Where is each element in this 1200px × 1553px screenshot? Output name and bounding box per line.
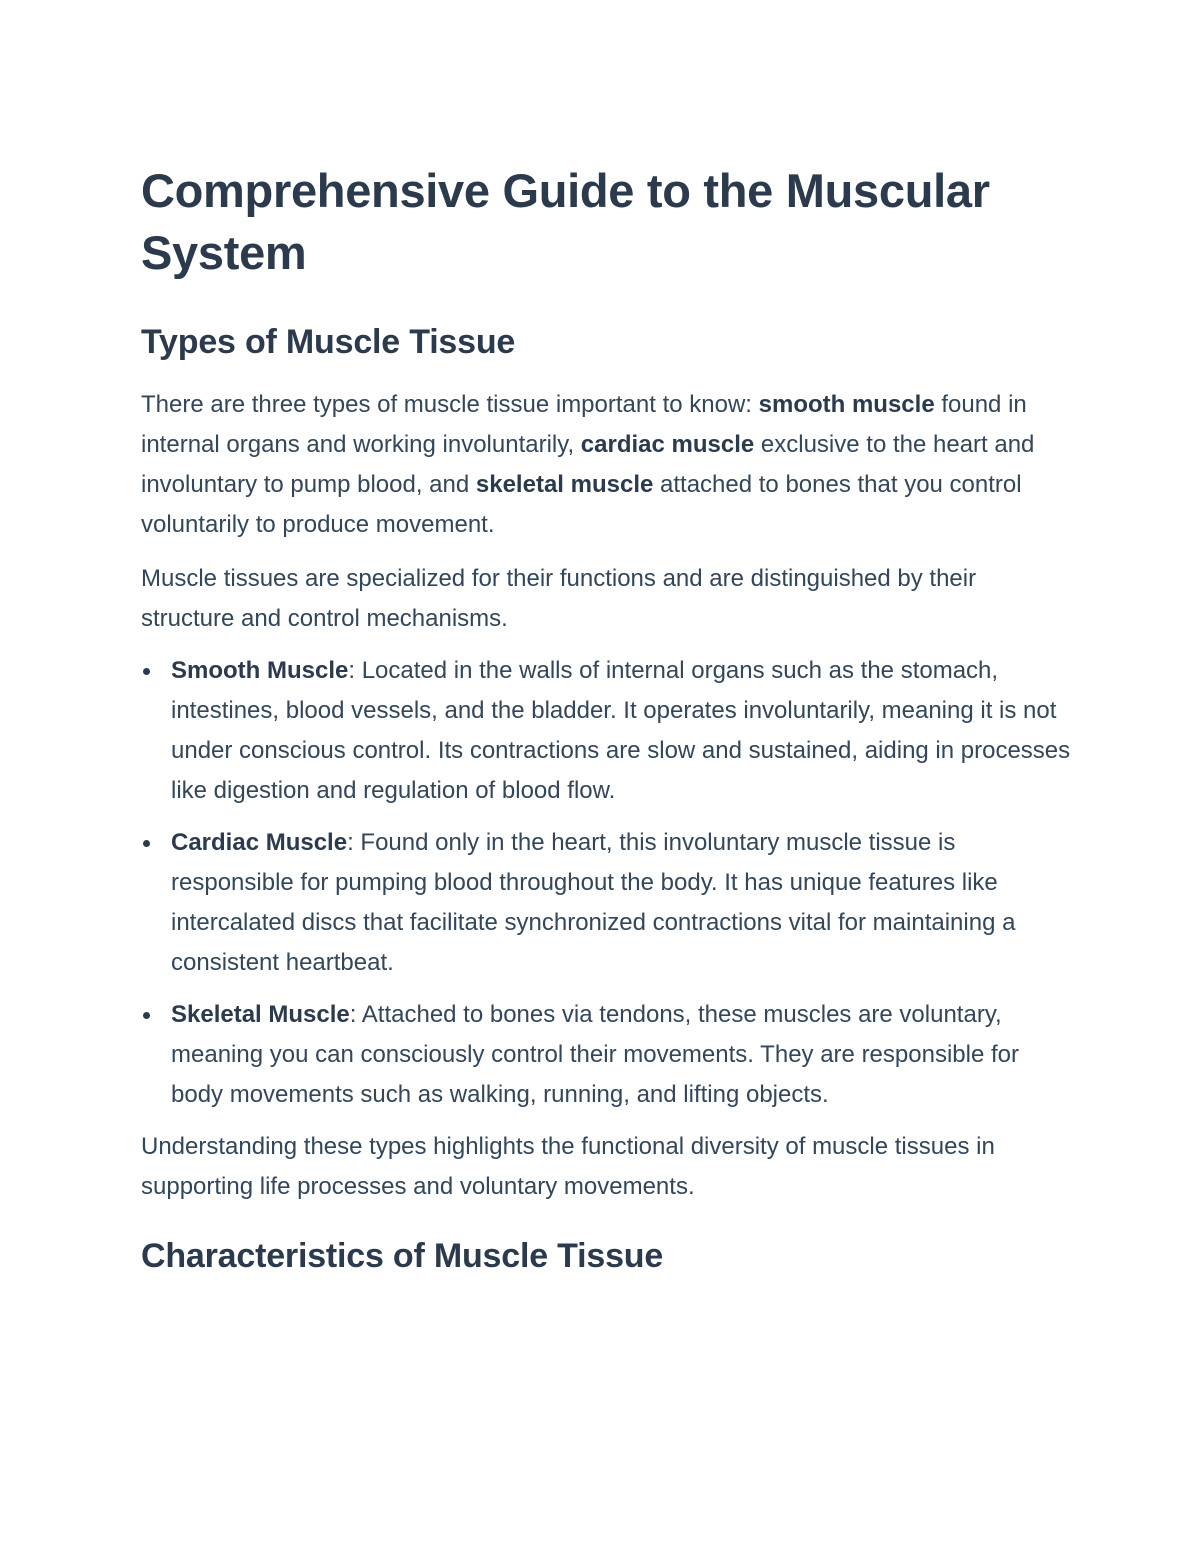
intro-text: exclusive to the heart and involuntary to pump blood, and (141, 431, 1035, 498)
bullet-icon (143, 1012, 150, 1019)
intro-bold-skeletal: skeletal muscle (475, 471, 654, 498)
section-heading-types: Types of Muscle Tissue (141, 323, 516, 361)
intro-bold-cardiac: cardiac muscle (580, 431, 755, 458)
closing-paragraph: Understanding these types highlights the functional diversity of muscle tissues in supporting life processes and voluntary movements. (141, 1133, 995, 1200)
bullet-icon (143, 840, 150, 847)
intro-bold-smooth: smooth muscle (758, 391, 935, 418)
list-item-term: Skeletal Muscle (171, 1001, 350, 1028)
list-item-description: : Attached to bones via tendons, these muscles are voluntary, meaning you can consciously control their movements. They are responsible for body movements such as walking, running, and lifting objects. (171, 1001, 1019, 1108)
follow-paragraph: Muscle tissues are specialized for their functions and are distinguished by their structure and control mechanisms. (141, 565, 977, 632)
intro-text: attached to bones that you control voluntarily to produce movement. (141, 471, 1022, 538)
list-item-skeletal-muscle (141, 995, 1071, 1115)
list-item-description: : Located in the walls of internal organs such as the stomach, intestines, blood vessels, and the bladder. It operates involuntarily, meaning it is not under conscious control. Its contractions are slow and sustained, aiding in processes like digestion and regulation of blood flow. (171, 657, 1071, 804)
list-item-smooth-muscle (141, 651, 1071, 811)
intro-text: found in internal organs and working involuntarily, (141, 391, 1027, 458)
page-title: Comprehensive Guide to the Muscular System (141, 164, 990, 279)
list-item-term: Smooth Muscle (171, 657, 349, 684)
bullet-icon (143, 668, 150, 675)
list-item-term: Cardiac Muscle (171, 829, 348, 856)
section-heading-characteristics: Characteristics of Muscle Tissue (141, 1237, 664, 1275)
intro-text: There are three types of muscle tissue important to know: (141, 391, 759, 418)
intro-paragraph (141, 385, 1071, 545)
list-item-cardiac-muscle (141, 823, 1071, 983)
muscle-types-list (141, 651, 1071, 1115)
list-item-description: : Found only in the heart, this involuntary muscle tissue is responsible for pumping blood throughout the body. It has unique features like intercalated discs that facilitate synchronized contractions vital for maintaining a consistent heartbeat. (171, 829, 1016, 976)
document-page (141, 160, 1071, 1278)
